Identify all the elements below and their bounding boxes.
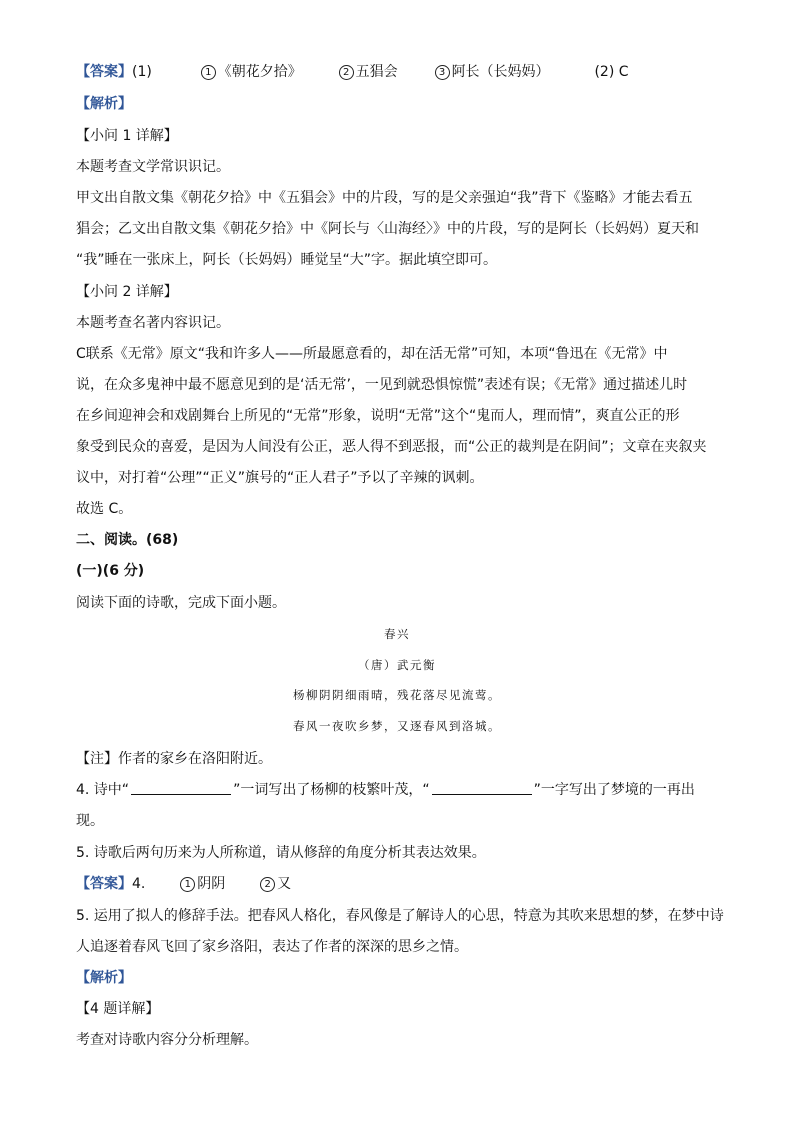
answer2-line-2: 人追逐着春风飞回了家乡洛阳，表达了作者的深深的思乡之情。 (76, 939, 468, 955)
sub2-line-2: 说，在众多鬼神中最不愿意见到的是‘活无常’，一见到就恐惧惊慌”表述有误；《无常》通过描述儿时 (76, 377, 688, 393)
sub2-line-5: 议中，对打着“公理”“正义”旗号的“正人君子”予以了辛辣的讽刺。 (76, 470, 484, 486)
q4-detail-paragraph: 考查对诗歌内容分分析理解。 (76, 1032, 258, 1048)
answer2-item-2: 又 (277, 876, 292, 892)
question-5: 5. 诗歌后两句历来为人所称道，请从修辞的角度分析其表达效果。 (76, 845, 486, 861)
circled-number-2: 2 (339, 65, 354, 80)
sub1-line-3: “我”睡在一张床上，阿长（长妈妈）睡觉呈“大”字。据此填空即可。 (76, 252, 498, 268)
note-tag: 【注】 (76, 751, 118, 767)
circled-number-2b: 2 (260, 877, 275, 892)
answer-tag-2: 【答案】 (76, 876, 132, 892)
sub1-line-1: 甲文出自散文集《朝花夕拾》中《五猖会》中的片段，写的是父亲强迫“我”背下《鉴略》才能去看五 (76, 190, 693, 206)
circled-number-3: 3 (435, 65, 450, 80)
sub1-heading: 【小问 1 详解】 (76, 128, 178, 144)
answer2-q-num: 4. (132, 876, 146, 892)
answer-tag: 【答案】 (76, 64, 132, 80)
question-4 (76, 780, 695, 800)
sub2-line-1: C联系《无常》原文“我和许多人——所最愿意看的，却在活无常”可知，本项“鲁迅在《无常》中 (76, 346, 668, 362)
answer-blank-1 (131, 781, 231, 795)
poem-line-2: 春风一夜吹乡梦，又逐春风到洛城。 (293, 719, 501, 733)
circled-number-1: 1 (201, 65, 216, 80)
answer-item-3: 阿长（长妈妈） (451, 64, 550, 80)
answer-q1-num: (1) (132, 64, 152, 80)
sub1-paragraph: 本题考查文学常识识记。 (76, 159, 230, 175)
sub2-line-3: 在乡间迎神会和戏剧舞台上所见的“无常”形象，说明“无常”这个“鬼而人，理而情”，爽直公正的形 (76, 408, 680, 424)
section-title: 二、阅读。(68) (76, 532, 179, 548)
analysis-tag: 【解析】 (76, 96, 132, 112)
circled-number-1b: 1 (180, 877, 195, 892)
answer-item-1: 《朝花夕拾》 (217, 64, 302, 80)
answer2-line-1: 5. 运用了拟人的修辞手法。把春风人格化，春风像是了解诗人的心思，特意为其吹来思想的梦，在梦中诗 (76, 908, 724, 924)
answer-blank-2 (432, 781, 532, 795)
answer-item-2: 五猖会 (355, 64, 398, 80)
answer-q2: (2) C (594, 64, 629, 80)
note-line (76, 749, 272, 769)
q4-detail-heading: 【4 题详解】 (76, 1001, 160, 1017)
sub2-heading: 【小问 2 详解】 (76, 284, 178, 300)
answer-line-2 (76, 874, 291, 894)
q4-part-b: ”一词写出了杨柳的枝繁叶茂，“ (233, 782, 430, 798)
instructions: 阅读下面的诗歌，完成下面小题。 (76, 595, 286, 611)
part-title: (一)(6 分) (76, 563, 145, 579)
poem-author: （唐）武元衡 (358, 658, 436, 672)
sub2-line-6: 故选 C。 (76, 501, 133, 517)
sub2-line-4: 象受到民众的喜爱，是因为人间没有公正，恶人得不到恶报，而“公正的裁判是在阴间”；文章在夹叙夹 (76, 439, 707, 455)
analysis-tag-2: 【解析】 (76, 970, 132, 986)
poem-title: 春兴 (384, 627, 410, 641)
note-text: 作者的家乡在洛阳附近。 (118, 751, 272, 767)
question-4-continued: 现。 (76, 813, 104, 829)
q4-part-a: 4. 诗中“ (76, 782, 130, 798)
answer2-item-1: 阴阴 (197, 876, 226, 892)
sub2-paragraph: 本题考查名著内容识记。 (76, 315, 230, 331)
sub1-line-2: 猖会；乙文出自散文集《朝花夕拾》中《阿长与〈山海经〉》中的片段，写的是阿长（长妈妈）夏天和 (76, 221, 699, 237)
poem-line-1: 杨柳阴阴细雨晴，残花落尽见流莺。 (293, 688, 501, 702)
q4-part-c: ”一字写出了梦境的一再出 (533, 782, 695, 798)
answer-line-1 (76, 62, 629, 82)
